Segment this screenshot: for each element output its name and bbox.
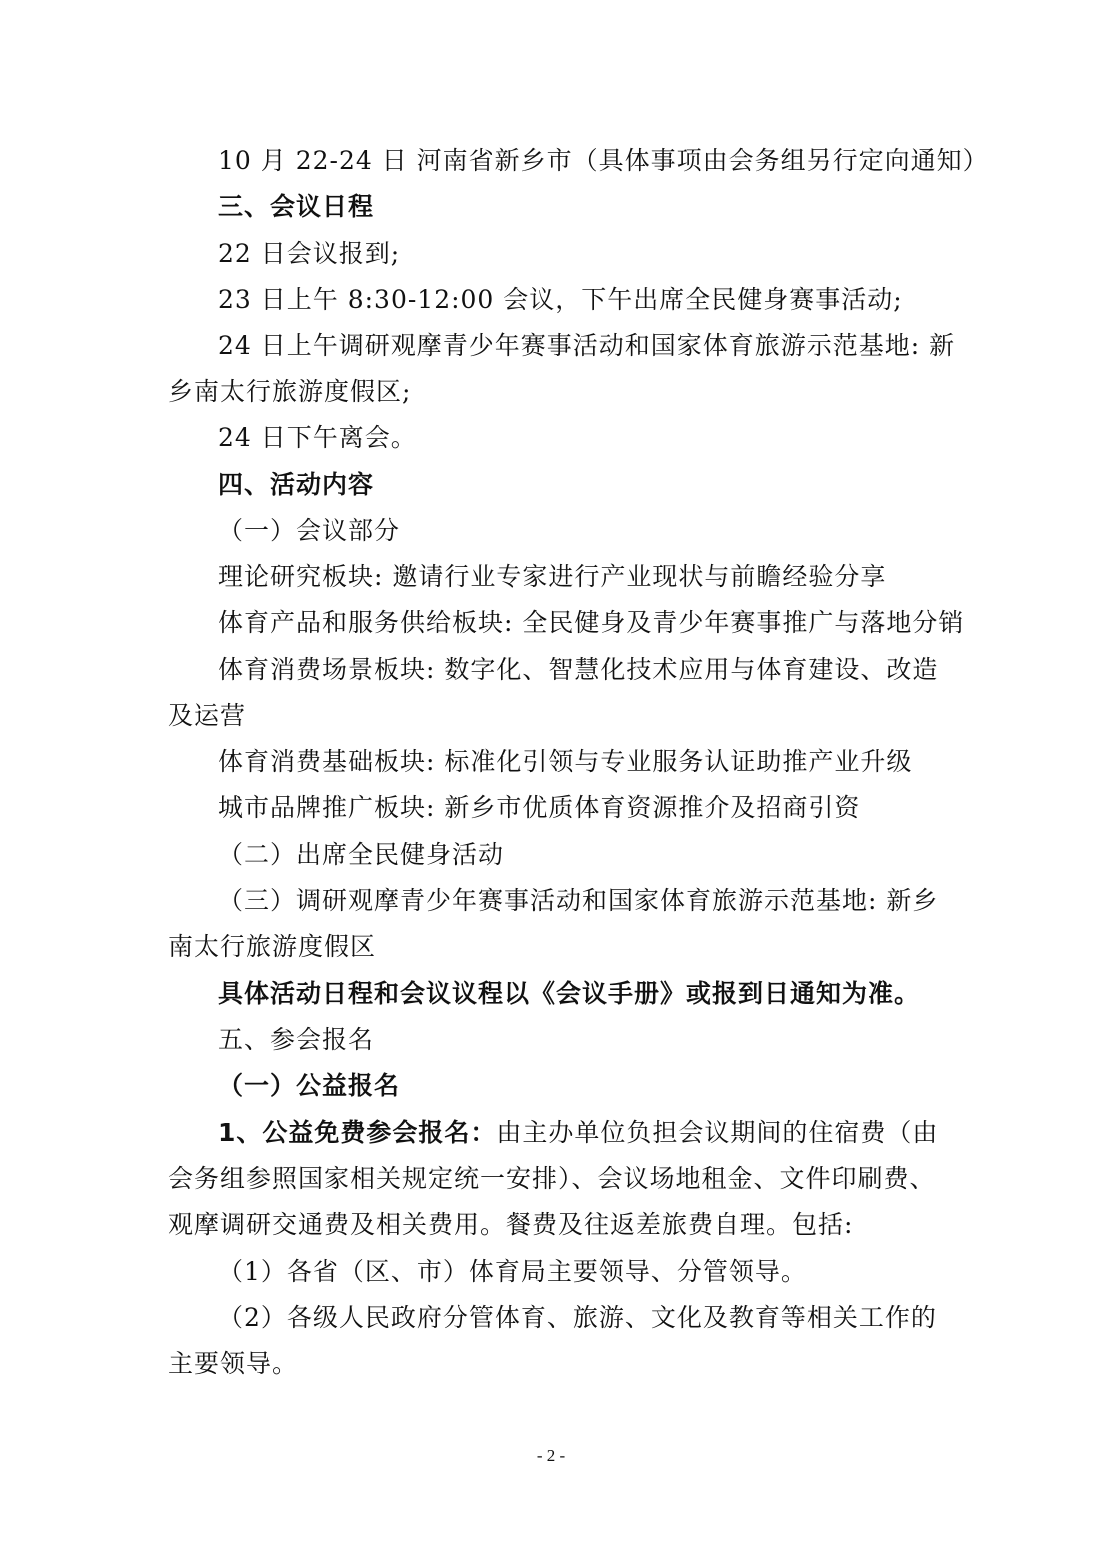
free-registration-text: 由主办单位负担会议期间的住宿费（由 [496,1118,939,1147]
schedule-day24-morning-cont: 乡南太行旅游度假区; [168,377,412,406]
schedule-day24-morning: 24 日上午调研观摩青少年赛事活动和国家体育旅游示范基地: 新 [218,331,956,360]
block-city-brand: 城市品牌推广板块: 新乡市优质体育资源推介及招商引资 [218,793,861,822]
subsection-fitness: （二）出席全民健身活动 [218,840,505,869]
block-supply: 体育产品和服务供给板块: 全民健身及青少年赛事推广与落地分销 [218,608,965,637]
eligible-item-2: （2）各级人民政府分管体育、旅游、文化及教育等相关工作的 [218,1303,937,1332]
free-registration-cont-1: 会务组参照国家相关规定统一安排）、会议场地租金、文件印刷费、 [168,1164,936,1193]
subsection-meeting: （一）会议部分 [218,516,401,545]
section-heading-schedule: 三、会议日程 [218,192,375,221]
page-number: - 2 - [536,1446,566,1465]
block-foundation: 体育消费基础板块: 标准化引领与专业服务认证助推产业升级 [218,747,913,776]
block-theory: 理论研究板块: 邀请行业专家进行产业现状与前瞻经验分享 [218,562,887,591]
subsection-research: （三）调研观摩青少年赛事活动和国家体育旅游示范基地: 新乡 [218,886,939,915]
schedule-day24-afternoon: 24 日下午离会。 [218,423,417,452]
schedule-day23: 23 日上午 8:30-12:00 会议，下午出席全民健身赛事活动; [218,285,903,314]
section-heading-registration: 五、参会报名 [218,1025,375,1054]
free-registration-label: 1、公益免费参会报名： [218,1118,497,1147]
eligible-item-1: （1）各省（区、市）体育局主要领导、分管领导。 [218,1257,807,1286]
subsection-public-registration: （一）公益报名 [218,1071,401,1100]
schedule-day22: 22 日会议报到; [218,239,401,268]
block-scenario-cont: 及运营 [168,701,247,730]
section-heading-activities: 四、活动内容 [218,470,375,499]
free-registration-cont-2: 观摩调研交通费及相关费用。餐费及往返差旅费自理。包括: [168,1210,854,1239]
subsection-research-cont: 南太行旅游度假区 [168,932,377,961]
venue-line: 10 月 22-24 日 河南省新乡市（具体事项由会务组另行定向通知） [218,146,989,175]
eligible-item-2-cont: 主要领导。 [168,1349,299,1378]
schedule-note: 具体活动日程和会议议程以《会议手册》或报到日通知为准。 [218,979,921,1008]
free-registration-line [218,1115,988,1151]
block-scenario: 体育消费场景板块: 数字化、智慧化技术应用与体育建设、改造 [218,655,939,684]
